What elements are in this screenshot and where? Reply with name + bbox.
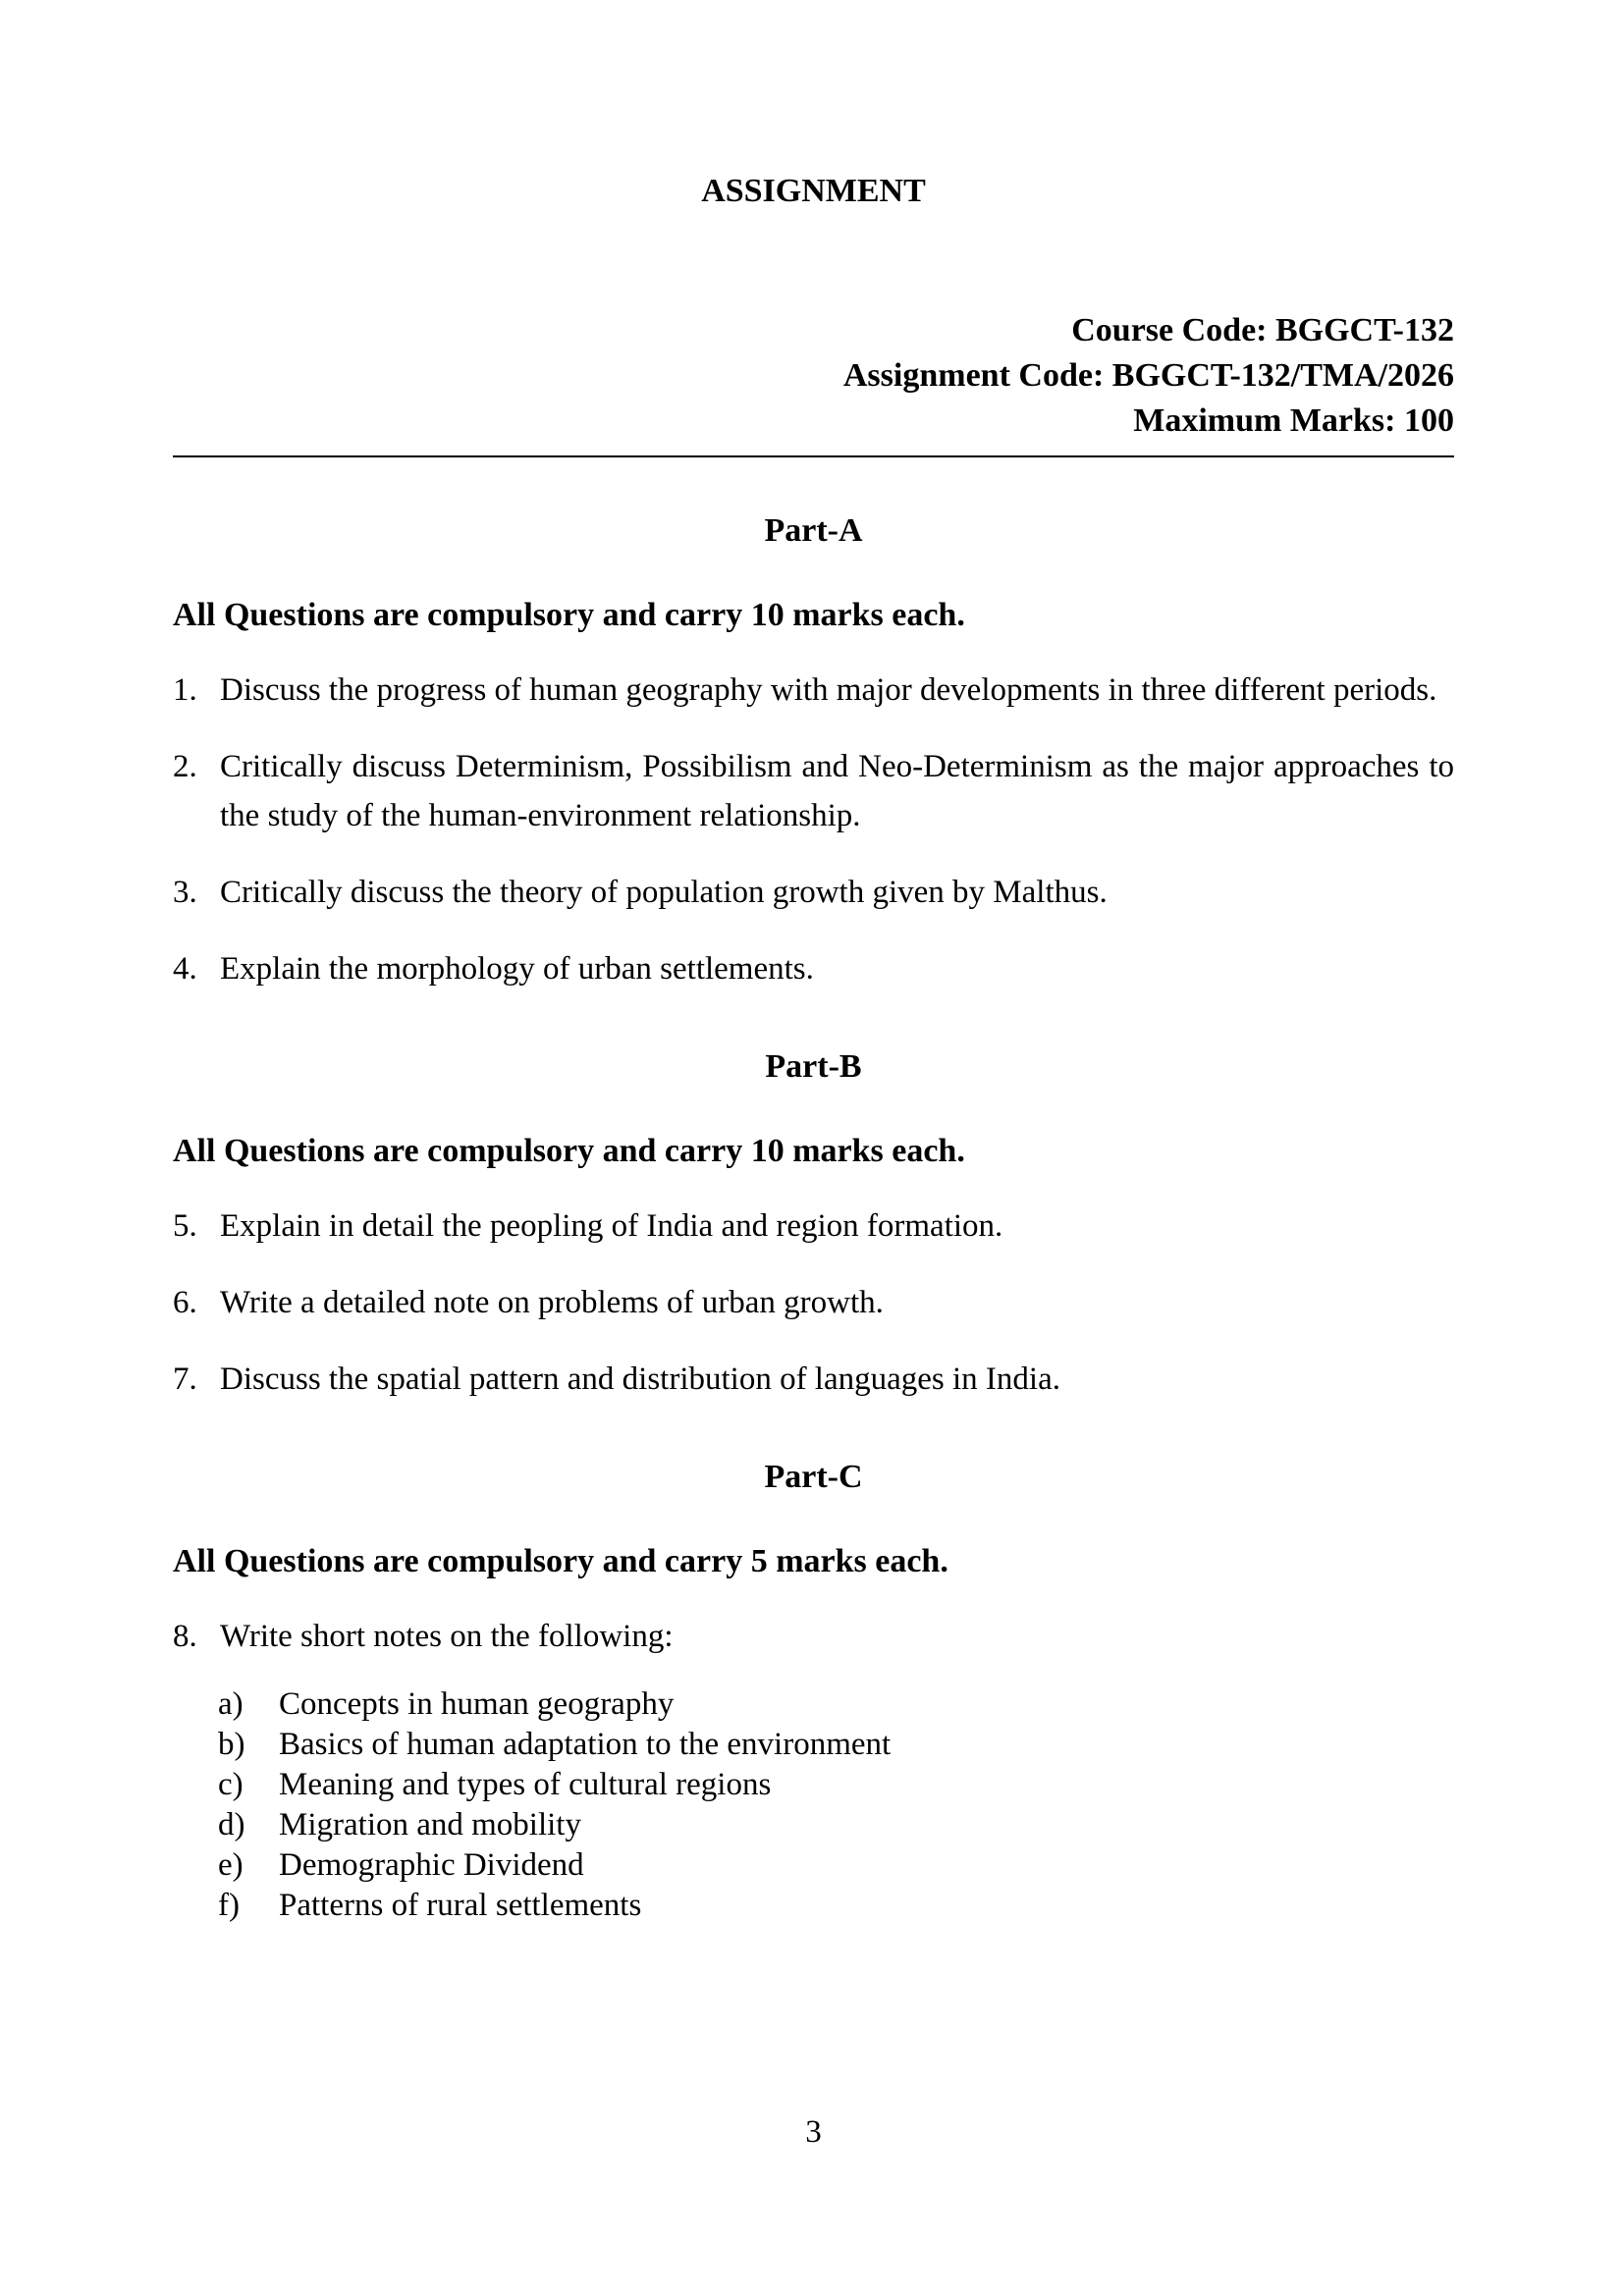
question-2-text: Critically discuss Determinism, Possibilism and Neo-Determinism as the major approaches to the study of the human-environment relationship. — [220, 749, 1454, 833]
subitem-f-text: Patterns of rural settlements — [279, 1888, 642, 1923]
question-8-number: 8. — [173, 1619, 197, 1654]
subitem-a-label: a) — [218, 1686, 244, 1722]
question-2-number: 2. — [173, 749, 197, 784]
question-3-text: Critically discuss the theory of population growth given by Malthus. — [220, 875, 1108, 910]
question-5 — [173, 1201, 1454, 1251]
question-7 — [173, 1355, 1454, 1404]
subitem-e-label: e) — [218, 1847, 244, 1883]
question-6 — [173, 1278, 1454, 1327]
subitem-a — [173, 1684, 1454, 1725]
page-number: 3 — [805, 2114, 822, 2150]
question-5-text: Explain in detail the peopling of India and region formation. — [220, 1208, 1003, 1244]
question-1-text: Discuss the progress of human geography with major developments in three different periods. — [220, 672, 1437, 708]
question-8-text: Write short notes on the following: — [220, 1619, 674, 1654]
question-4 — [173, 944, 1454, 993]
subitem-b — [173, 1725, 1454, 1765]
subitem-b-label: b) — [218, 1727, 245, 1762]
maximum-marks: Maximum Marks: 100 — [1133, 402, 1454, 439]
subitem-c-label: c) — [218, 1767, 244, 1802]
question-8 — [173, 1612, 1454, 1661]
part-a-heading: Part-A — [764, 512, 863, 549]
part-b-instruction: All Questions are compulsory and carry 10 marks each. — [173, 1133, 965, 1169]
part-c-heading: Part-C — [764, 1459, 863, 1495]
subitem-d — [173, 1805, 1454, 1845]
question-1 — [173, 666, 1454, 715]
subitem-f — [173, 1886, 1454, 1926]
question-7-text: Discuss the spatial pattern and distribution of languages in India. — [220, 1362, 1060, 1397]
subitem-c — [173, 1765, 1454, 1805]
page-content — [173, 0, 1454, 1926]
subitem-e-text: Demographic Dividend — [279, 1847, 584, 1883]
subitem-b-text: Basics of human adaptation to the environment — [279, 1727, 892, 1762]
question-6-text: Write a detailed note on problems of urban growth. — [220, 1285, 884, 1320]
question-4-text: Explain the morphology of urban settlements. — [220, 951, 814, 987]
question-8-subitems — [173, 1684, 1454, 1926]
subitem-a-text: Concepts in human geography — [279, 1686, 675, 1722]
question-6-number: 6. — [173, 1285, 197, 1320]
question-3-number: 3. — [173, 875, 197, 910]
part-c-instruction: All Questions are compulsory and carry 5 marks each. — [173, 1543, 948, 1579]
document-title: ASSIGNMENT — [701, 173, 926, 209]
part-a-instruction: All Questions are compulsory and carry 10 marks each. — [173, 597, 965, 633]
subitem-d-text: Migration and mobility — [279, 1807, 581, 1842]
subitem-c-text: Meaning and types of cultural regions — [279, 1767, 772, 1802]
question-2 — [173, 742, 1454, 840]
question-3 — [173, 868, 1454, 917]
course-code: Course Code: BGGCT-132 — [1071, 312, 1454, 348]
header-divider — [173, 455, 1454, 457]
question-7-number: 7. — [173, 1362, 197, 1397]
question-5-number: 5. — [173, 1208, 197, 1244]
assignment-header — [173, 308, 1454, 444]
subitem-e — [173, 1845, 1454, 1886]
assignment-code: Assignment Code: BGGCT-132/TMA/2026 — [842, 357, 1454, 394]
question-1-number: 1. — [173, 672, 197, 708]
subitem-d-label: d) — [218, 1807, 245, 1842]
part-b-heading: Part-B — [765, 1048, 862, 1085]
subitem-f-label: f) — [218, 1888, 240, 1923]
question-4-number: 4. — [173, 951, 197, 987]
